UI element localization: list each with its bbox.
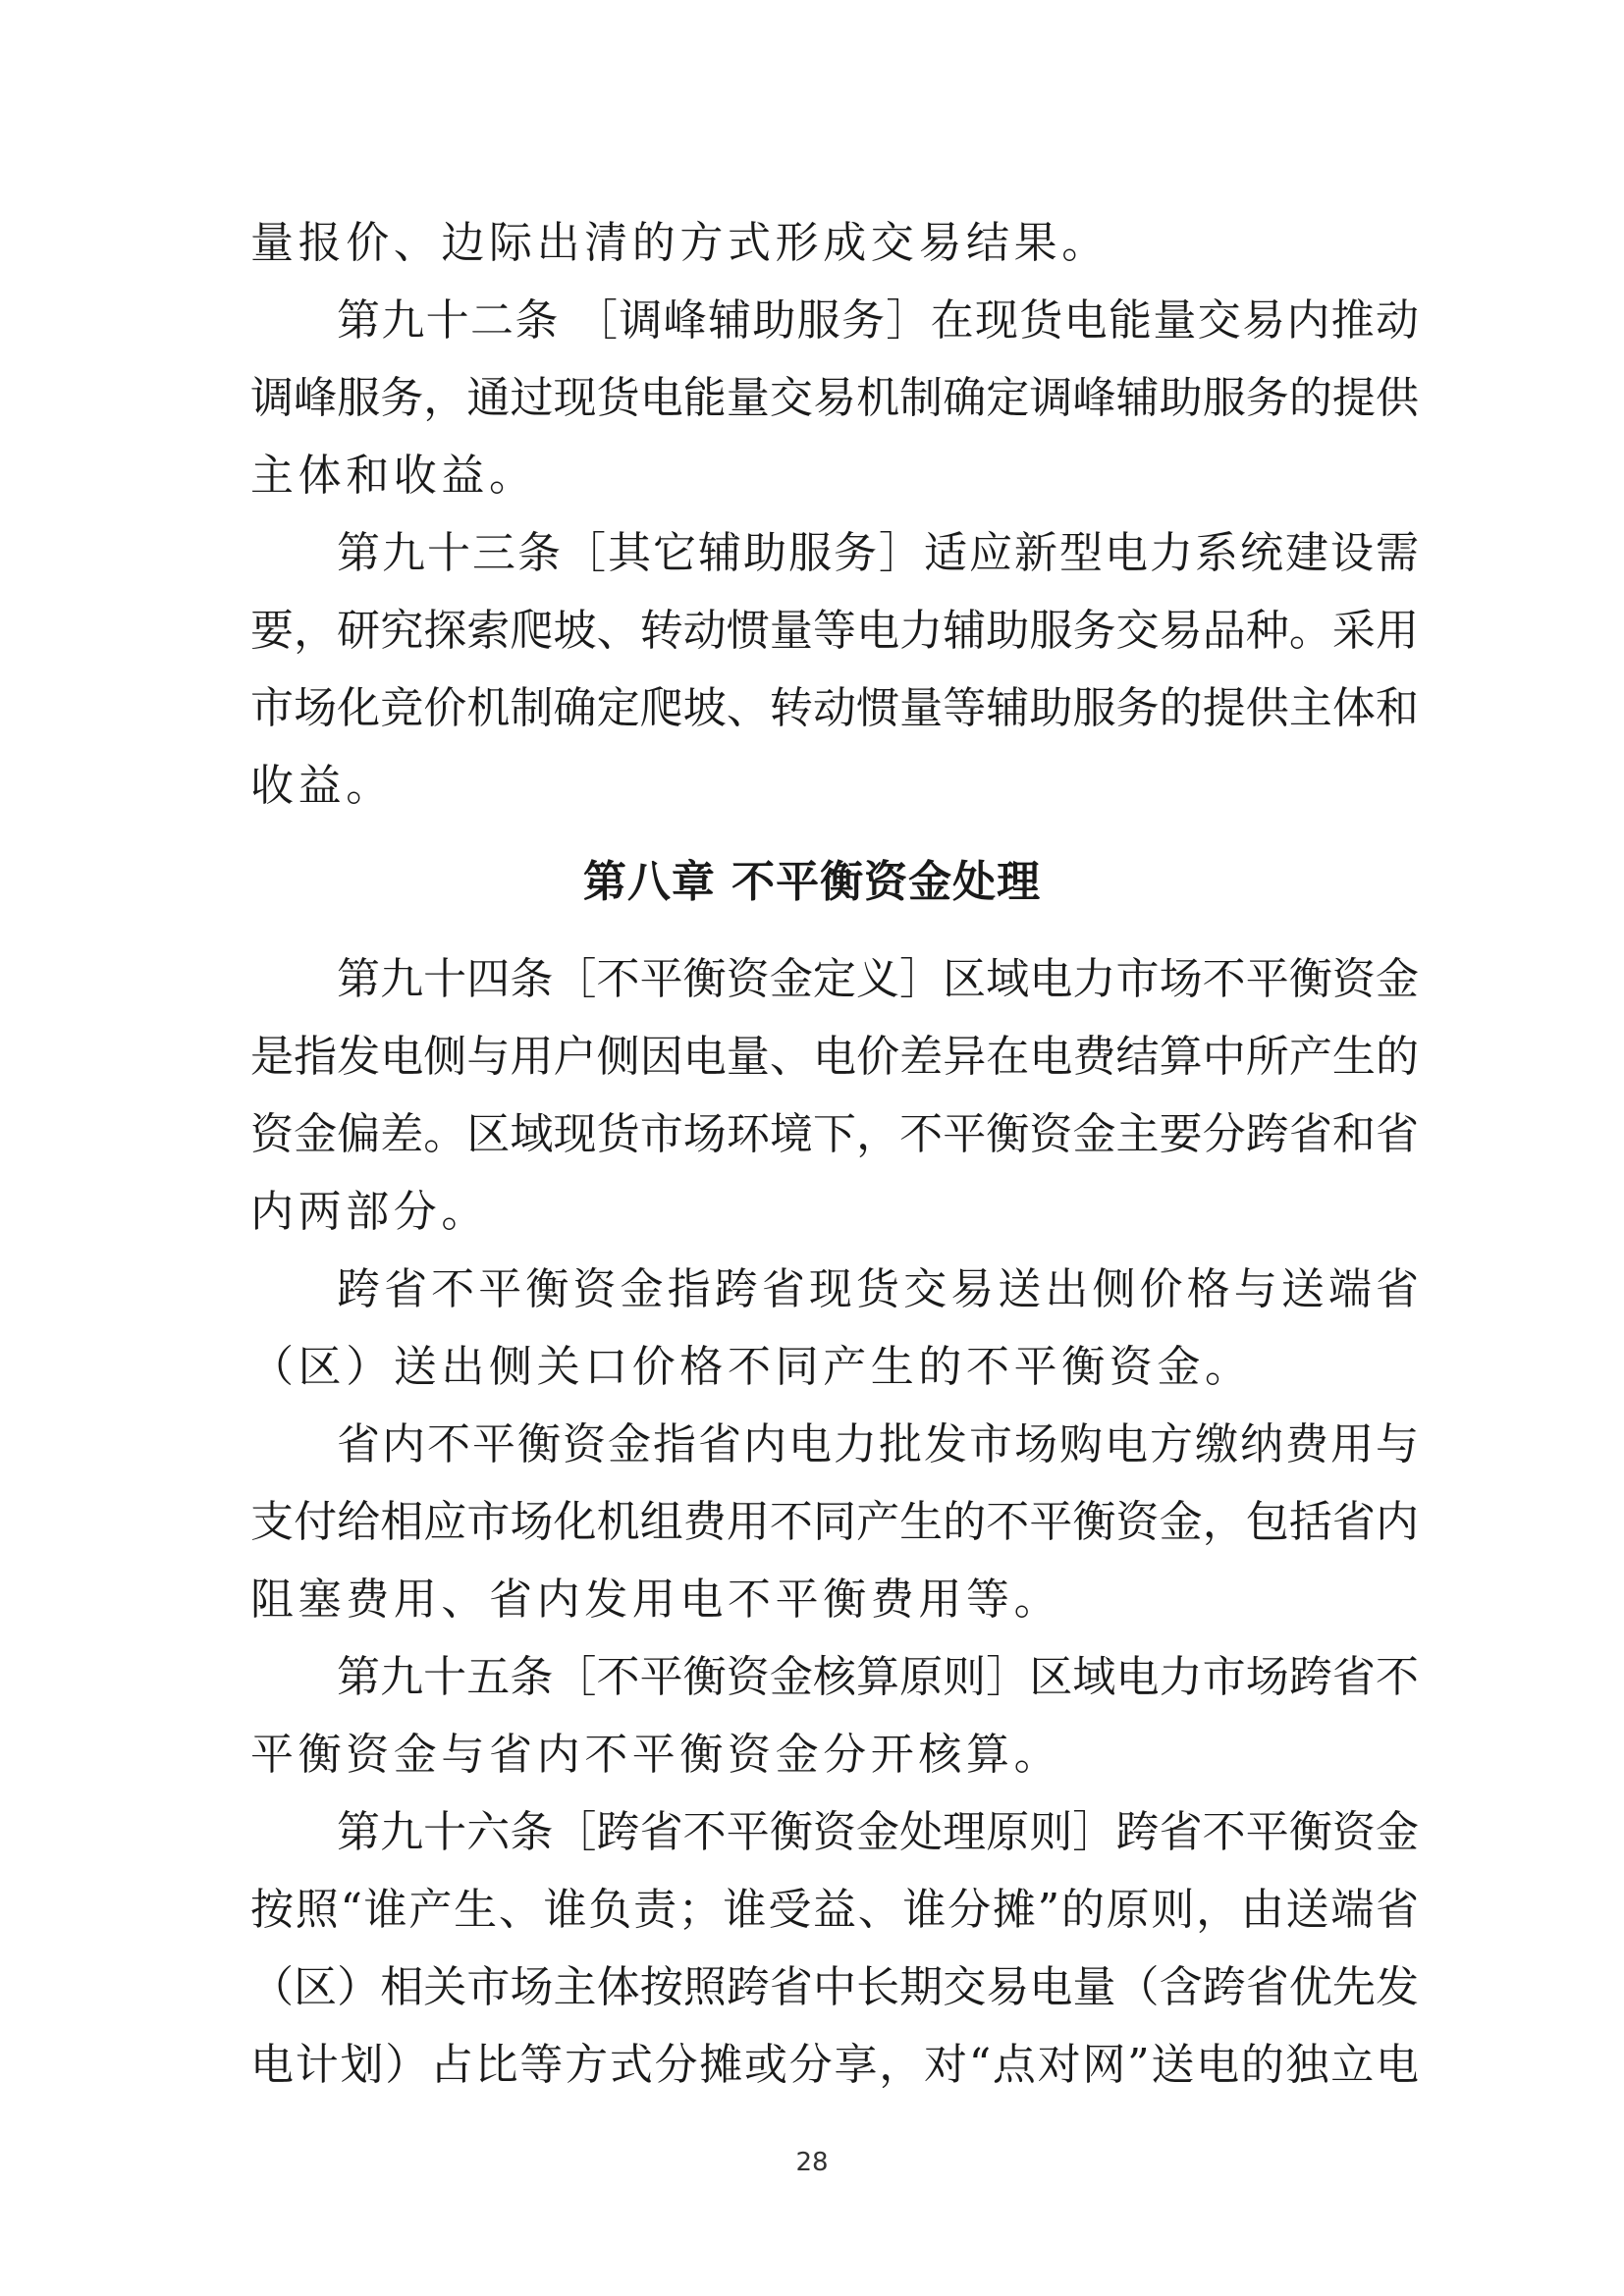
article-94-line: 第九十四条［不平衡资金定义］区域电力市场不平衡资金: [337, 954, 1419, 1004]
article-92-line: 第九十二条 ［调峰辅助服务］在现货电能量交易内推动: [337, 295, 1419, 346]
text-line: 支付给相应市场化机组费用不同产生的不平衡资金，包括省内: [250, 1497, 1419, 1547]
chapter-heading: 第八章 不平衡资金处理: [582, 857, 1042, 907]
text-line: 资金偏差。区域现货市场环境下，不平衡资金主要分跨省和省: [250, 1109, 1419, 1159]
text-line: 省内不平衡资金指省内电力批发市场购电方缴纳费用与: [337, 1419, 1419, 1469]
article-96-line: 第九十六条［跨省不平衡资金处理原则］跨省不平衡资金: [337, 1807, 1419, 1857]
article-93-line: 第九十三条［其它辅助服务］适应新型电力系统建设需: [337, 528, 1419, 578]
text-line: 按照“谁产生、谁负责；谁受益、谁分摊”的原则，由送端省: [250, 1885, 1419, 1935]
text-line: 量报价、边际出清的方式形成交易结果。: [250, 218, 1110, 268]
article-95-line: 第九十五条［不平衡资金核算原则］区域电力市场跨省不: [337, 1652, 1419, 1702]
text-line: 调峰服务，通过现货电能量交易机制确定调峰辅助服务的提供: [250, 373, 1419, 423]
text-line: 内两部分。: [250, 1187, 489, 1237]
text-line: 主体和收益。: [250, 451, 537, 501]
text-line: 市场化竞价机制确定爬坡、转动惯量等辅助服务的提供主体和: [250, 683, 1419, 733]
text-line: 阻塞费用、省内发用电不平衡费用等。: [250, 1575, 1062, 1625]
text-line: 电计划）占比等方式分摊或分享，对“点对网”送电的独立电: [250, 2040, 1419, 2090]
text-line: 收益。: [250, 761, 394, 811]
text-line: 跨省不平衡资金指跨省现货交易送出侧价格与送端省: [337, 1264, 1419, 1314]
page-number: 28: [795, 2148, 829, 2177]
text-line: （区）相关市场主体按照跨省中长期交易电量（含跨省优先发: [250, 1962, 1419, 2012]
text-line: 要，研究探索爬坡、转动惯量等电力辅助服务交易品种。采用: [250, 606, 1419, 656]
text-line: （区）送出侧关口价格不同产生的不平衡资金。: [250, 1342, 1253, 1392]
text-line: 平衡资金与省内不平衡资金分开核算。: [250, 1730, 1062, 1780]
text-line: 是指发电侧与用户侧因电量、电价差异在电费结算中所产生的: [250, 1032, 1419, 1082]
